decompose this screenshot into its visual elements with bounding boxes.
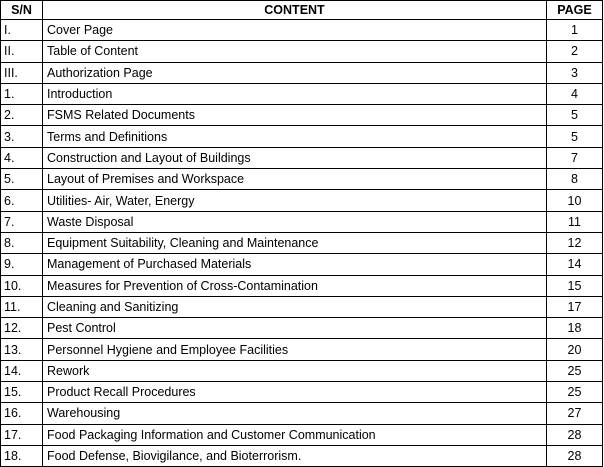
table-row — [1, 424, 603, 445]
table-row — [1, 318, 603, 339]
table-row — [1, 20, 603, 41]
page-column-header: PAGE — [547, 1, 603, 20]
page-cell: 3 — [547, 62, 603, 83]
table-row — [1, 105, 603, 126]
sn-cell: 7. — [1, 211, 43, 232]
page-cell: 8 — [547, 169, 603, 190]
table-row — [1, 339, 603, 360]
table-row — [1, 62, 603, 83]
table-row — [1, 254, 603, 275]
sn-cell: 17. — [1, 424, 43, 445]
sn-cell: 15. — [1, 382, 43, 403]
content-cell: Authorization Page — [43, 62, 547, 83]
content-cell: Cover Page — [43, 20, 547, 41]
table-row — [1, 41, 603, 62]
page-cell: 5 — [547, 105, 603, 126]
sn-cell: I. — [1, 20, 43, 41]
page-cell: 25 — [547, 360, 603, 381]
content-cell: Equipment Suitability, Cleaning and Maintenance — [43, 232, 547, 253]
page-cell: 11 — [547, 211, 603, 232]
page-cell: 7 — [547, 147, 603, 168]
page-cell: 18 — [547, 318, 603, 339]
table-row — [1, 169, 603, 190]
content-column-header: CONTENT — [43, 1, 547, 20]
sn-cell: 8. — [1, 232, 43, 253]
sn-cell: 18. — [1, 445, 43, 466]
sn-column-header: S/N — [1, 1, 43, 20]
content-cell: Terms and Definitions — [43, 126, 547, 147]
table-row — [1, 232, 603, 253]
page-cell: 28 — [547, 445, 603, 466]
sn-cell: 9. — [1, 254, 43, 275]
page-cell: 17 — [547, 296, 603, 317]
sn-cell: 13. — [1, 339, 43, 360]
content-cell: Cleaning and Sanitizing — [43, 296, 547, 317]
toc-body — [1, 20, 603, 467]
table-row — [1, 445, 603, 466]
content-cell: Utilities- Air, Water, Energy — [43, 190, 547, 211]
page-cell: 14 — [547, 254, 603, 275]
content-cell: FSMS Related Documents — [43, 105, 547, 126]
content-cell: Personnel Hygiene and Employee Facilities — [43, 339, 547, 360]
table-row — [1, 296, 603, 317]
content-cell: Construction and Layout of Buildings — [43, 147, 547, 168]
header-row — [1, 1, 603, 20]
table-row — [1, 83, 603, 104]
table-row — [1, 360, 603, 381]
table-row — [1, 211, 603, 232]
content-cell: Introduction — [43, 83, 547, 104]
sn-cell: 1. — [1, 83, 43, 104]
content-cell: Food Defense, Biovigilance, and Bioterrorism. — [43, 445, 547, 466]
sn-cell: 5. — [1, 169, 43, 190]
sn-cell: 6. — [1, 190, 43, 211]
sn-cell: 3. — [1, 126, 43, 147]
sn-cell: 10. — [1, 275, 43, 296]
table-row — [1, 275, 603, 296]
sn-cell: 11. — [1, 296, 43, 317]
sn-cell: 12. — [1, 318, 43, 339]
content-cell: Table of Content — [43, 41, 547, 62]
page-cell: 1 — [547, 20, 603, 41]
table-row — [1, 382, 603, 403]
sn-cell: 4. — [1, 147, 43, 168]
table-row — [1, 126, 603, 147]
content-cell: Warehousing — [43, 403, 547, 424]
content-cell: Rework — [43, 360, 547, 381]
content-cell: Management of Purchased Materials — [43, 254, 547, 275]
content-cell: Measures for Prevention of Cross-Contamination — [43, 275, 547, 296]
page-cell: 12 — [547, 232, 603, 253]
content-cell: Layout of Premises and Workspace — [43, 169, 547, 190]
sn-cell: III. — [1, 62, 43, 83]
page-cell: 28 — [547, 424, 603, 445]
content-cell: Product Recall Procedures — [43, 382, 547, 403]
sn-cell: 2. — [1, 105, 43, 126]
sn-cell: II. — [1, 41, 43, 62]
page-cell: 5 — [547, 126, 603, 147]
page-cell: 27 — [547, 403, 603, 424]
table-row — [1, 190, 603, 211]
content-cell: Waste Disposal — [43, 211, 547, 232]
table-row — [1, 147, 603, 168]
page-cell: 4 — [547, 83, 603, 104]
sn-cell: 14. — [1, 360, 43, 381]
page-cell: 15 — [547, 275, 603, 296]
sn-cell: 16. — [1, 403, 43, 424]
page-cell: 2 — [547, 41, 603, 62]
content-cell: Pest Control — [43, 318, 547, 339]
table-row — [1, 403, 603, 424]
page-cell: 25 — [547, 382, 603, 403]
page-cell: 20 — [547, 339, 603, 360]
page-cell: 10 — [547, 190, 603, 211]
content-cell: Food Packaging Information and Customer Communication — [43, 424, 547, 445]
